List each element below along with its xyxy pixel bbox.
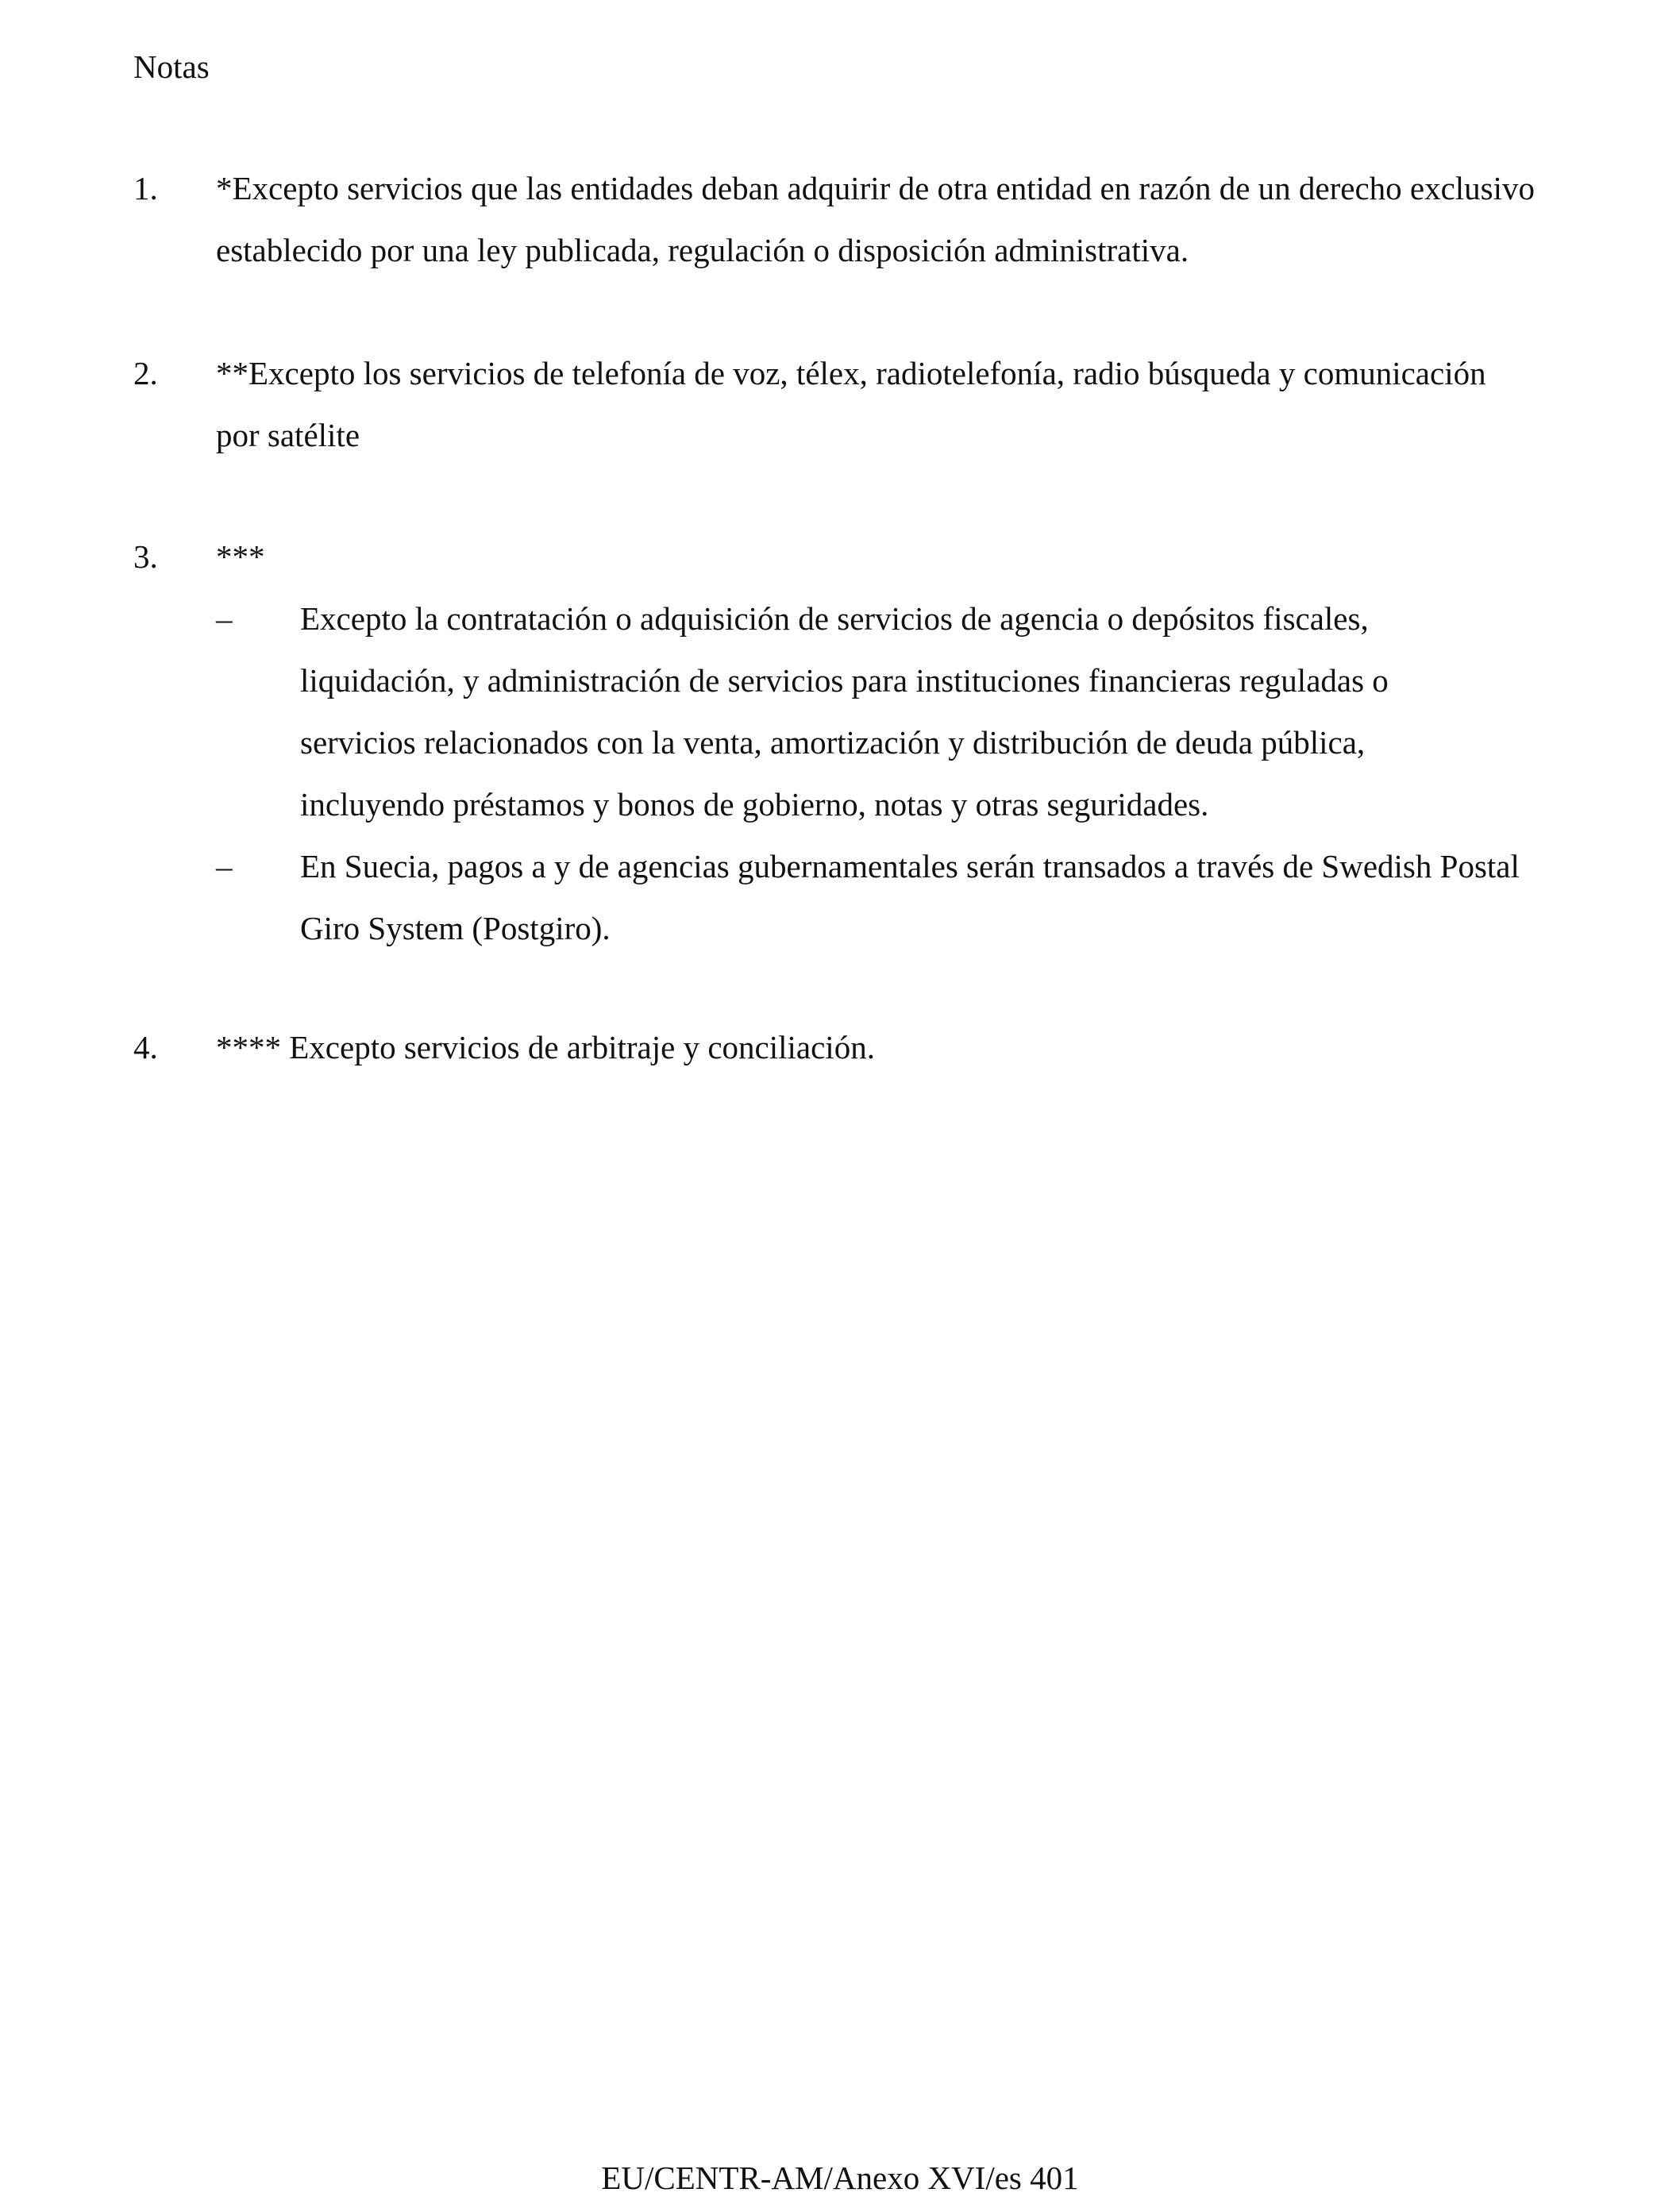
note-number: 3. (133, 538, 158, 575)
note-number: 4. (133, 1029, 158, 1065)
note-text: *Excepto servicios que las entidades deban adquirir de otra entidad en razón de un derecho exclusivo establecido por una ley publicada, regulación o disposición administrativa. (216, 170, 1536, 268)
dash-bullet: – (216, 848, 233, 884)
note-text: **** Excepto servicios de arbitraje y conciliación. (216, 1029, 875, 1065)
page-footer: EU/CENTR-AM/Anexo XVI/es 401 (601, 2160, 1079, 2196)
note-number: 2. (133, 355, 158, 391)
note-sub-text: Excepto la contratación o adquisición de servicios de agencia o depósitos fiscales, liquidación, y administración de servicios para instituciones financieras reguladas o servicios relacionados con la venta, amortización y distribución de deuda pública, incluyendo préstamos y bonos de gobierno, notas y otras seguridades. (300, 600, 1389, 823)
note-text: **Excepto los servicios de telefonía de voz, télex, radiotelefonía, radio búsqueda y comunicación por satélite (216, 355, 1486, 453)
note-sub-text: En Suecia, pagos a y de agencias gubernamentales serán transados a través de Swedish Postal Giro System (Postgiro). (300, 848, 1520, 946)
dash-bullet: – (216, 600, 233, 637)
page-title: Notas (133, 48, 210, 85)
note-number: 1. (133, 170, 158, 206)
note-text: *** (216, 538, 265, 575)
